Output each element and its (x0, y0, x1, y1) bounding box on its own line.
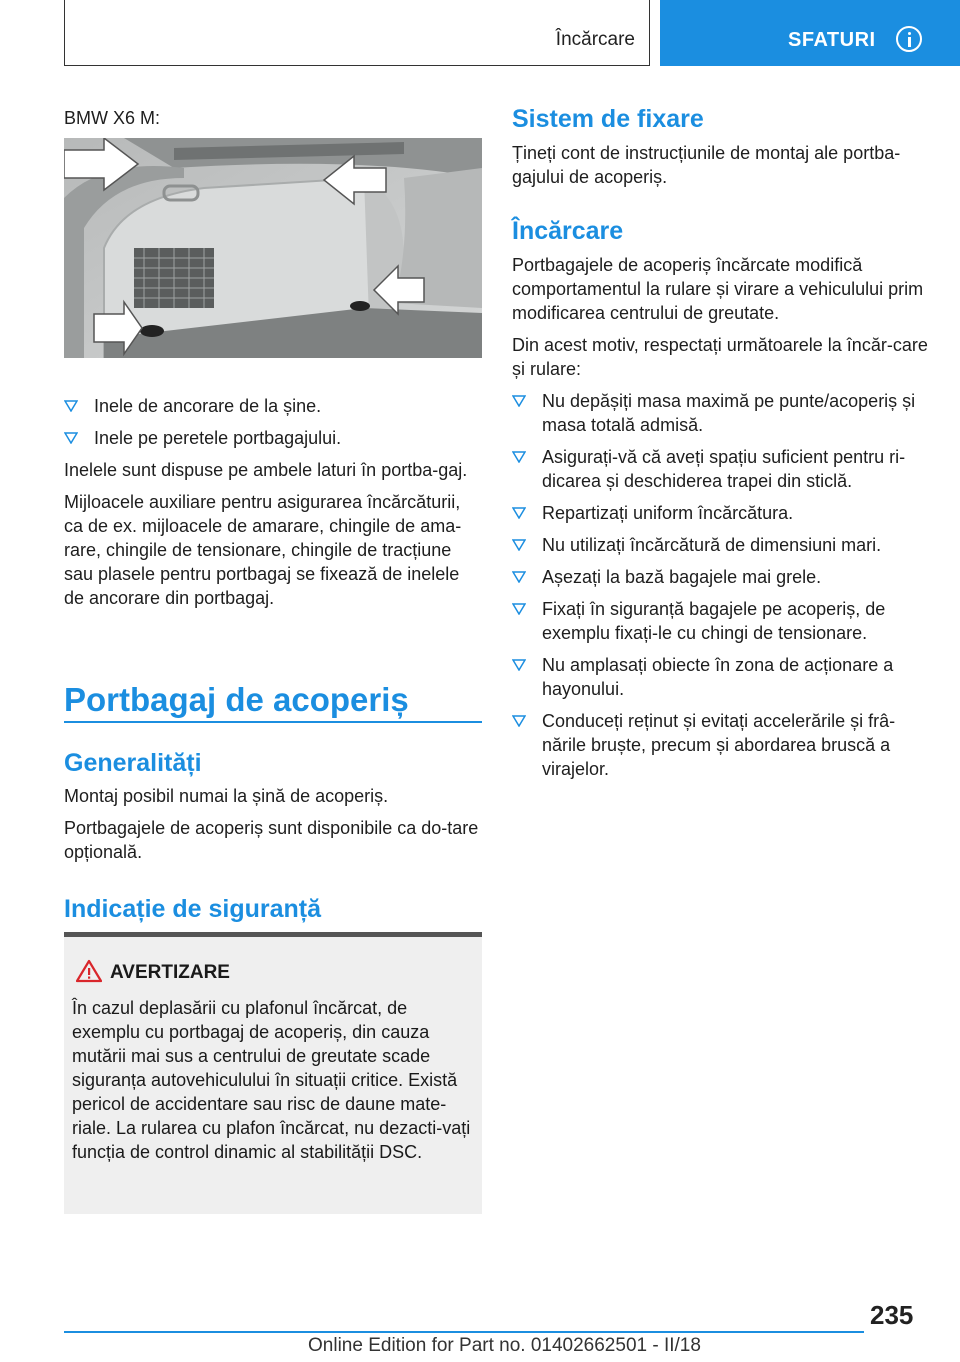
section-heading: Portbagaj de acoperiș (64, 681, 409, 718)
triangle-bullet-icon (512, 451, 526, 463)
loading-paragraph-2: Din acest motiv, respectați următoarele la încăr-care și rulare: (512, 335, 928, 379)
trunk-illustration (64, 138, 482, 358)
general-paragraph-1: Montaj posibil numai la șină de acoperiș. (64, 786, 389, 806)
list-item: Fixați în siguranță bagajele pe acoperiș, de exemplu fixați-le cu chingi de tensionare. (512, 597, 928, 645)
header-tips-tab[interactable] (660, 0, 960, 66)
list-item: Nu depășiți masa maximă pe punte/acoperiș și masa totală admisă. (512, 389, 928, 437)
subheading-safety: Indicație de siguranță (64, 895, 322, 923)
warning-title: AVERTIZARE (110, 962, 230, 983)
list-item: Inele pe peretele portbagajului. (64, 426, 482, 450)
header-section-box (64, 0, 650, 66)
subheading-fixing-system: Sistem de fixare (512, 105, 704, 133)
list-item: Nu utilizați încărcătură de dimensiuni mari. (512, 533, 928, 557)
subheading-general: Generalități (64, 749, 202, 777)
triangle-bullet-icon (512, 603, 526, 615)
load-securing-paragraph: Mijloacele auxiliare pentru asigurarea încărcăturii, ca de ex. mijloacele de amarare, chingile de ama-rare, chingile de tensionare, chingile de tracțiune sau plasele pentru portbagaj se fixează de inelele de ancorare din portbagaj. (64, 492, 462, 608)
subheading-loading: Încărcare (512, 217, 624, 245)
heading-rule (64, 721, 482, 723)
triangle-bullet-icon (512, 715, 526, 727)
fixing-paragraph: Țineți cont de instrucțiunile de montaj ale portba-gajului de acoperiș. (512, 143, 901, 187)
triangle-bullet-icon (512, 539, 526, 551)
list-item: Nu amplasați obiecte în zona de acționare a hayonului. (512, 653, 928, 701)
general-paragraph-2: Portbagajele de acoperiș sunt disponibile ca do-tare opțională. (64, 818, 479, 862)
list-item: Conduceți reținut și evitați accelerările și frâ-nările bruște, precum și abordarea bruscă a virajelor. (512, 709, 928, 781)
anchor-rings-paragraph: Inelele sunt dispuse pe ambele laturi în portba-gaj. (64, 460, 468, 480)
triangle-bullet-icon (64, 400, 78, 412)
triangle-bullet-icon (512, 571, 526, 583)
triangle-bullet-icon (512, 659, 526, 671)
loading-paragraph-1: Portbagajele de acoperiș încărcate modifică comportamentul la rulare și virare a vehiculului prim modificarea centrului de greutate. (512, 255, 924, 323)
triangle-bullet-icon (512, 395, 526, 407)
header-section-title: Încărcare (555, 29, 635, 50)
footer-edition: Online Edition for Part no. 01402662501 - II/18 (308, 1335, 701, 1356)
warning-box (64, 932, 482, 1214)
list-item: Inele de ancorare de la șine. (64, 394, 482, 418)
page-number: 235 (870, 1300, 914, 1330)
triangle-bullet-icon (64, 432, 78, 444)
list-item: Așezați la bază bagajele mai grele. (512, 565, 928, 589)
model-label: BMW X6 M: (64, 108, 161, 128)
header-tips-label: SFATURI (788, 29, 876, 51)
warning-triangle-icon (76, 959, 102, 983)
warning-text: În cazul deplasării cu plafonul încărcat, de exemplu cu portbagaj de acoperiș, din cauza mutării mai sus a centrului de greutate scade siguranța autovehiculului în situații critice. Există pericol de accidentare sau risc de daune mate-riale. La rularea cu plafon încărcat, nu dezacti-vați funcția de control dinamic al stabilității DSC. (72, 998, 471, 1162)
list-item: Repartizați uniform încărcătura. (512, 501, 928, 525)
trunk-photo (64, 138, 482, 358)
triangle-bullet-icon (512, 507, 526, 519)
page-header (0, 0, 960, 66)
info-circle-icon (896, 26, 922, 52)
footer-rule (64, 1331, 864, 1333)
list-item: Asigurați-vă că aveți spațiu suficient pentru ri-dicarea și deschiderea trapei din sticlă. (512, 445, 928, 493)
